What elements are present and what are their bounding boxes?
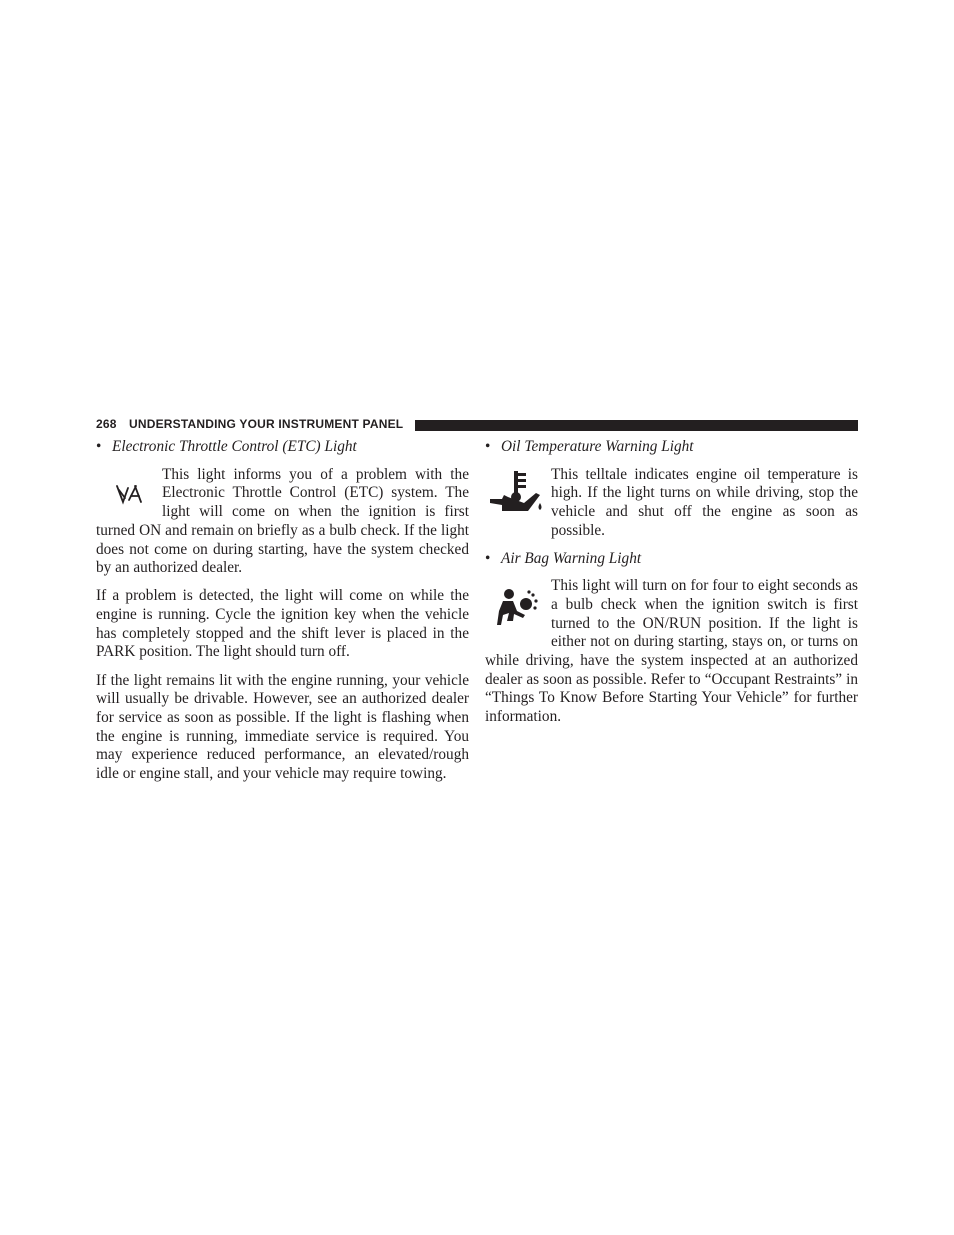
air-bag-heading <box>485 550 858 569</box>
oil-temp-heading-text: Oil Temperature Warning Light <box>501 438 694 455</box>
etc-paragraph-1: This light informs you of a problem with the Electronic Throttle Control (ETC) system. The light will come on when the ignition is first turned ON and remain on briefly as a bulb check. If the light does not come on during starting, have the system checked by an authorized dealer. <box>96 465 469 577</box>
oil-temp-paragraph: This telltale indicates engine oil temperature is high. If the light turns on while driving, stop the vehicle and shut off the engine as soon as possible. <box>551 465 858 539</box>
oil-temp-heading <box>485 438 858 457</box>
air-bag-paragraph: This light will turn on for four to eight seconds as a bulb check when the ignition switch is first turned to the ON/RUN position. If the light is either not on during starting, stays on, or turns on while driving, have the system inspected at an authorized dealer as soon as possible. Refer to “Occupant Restraints” in “Things To Know Before Starting Your Vehicle” for further information. <box>485 577 858 726</box>
oil-temp-section <box>485 466 858 541</box>
bullet: • <box>485 549 491 567</box>
etc-heading <box>96 438 469 457</box>
etc-paragraph-2: If a problem is detected, the light will come on while the engine is running. Cycle the ignition key when the vehicle has completely stopped and the shift lever is placed in the PARK position. The light should turn off. <box>96 587 469 661</box>
bullet: • <box>485 438 491 455</box>
air-bag-heading-text: Air Bag Warning Light <box>501 549 642 567</box>
etc-throttle-icon <box>96 466 160 522</box>
right-column <box>485 438 858 727</box>
left-column <box>96 438 469 784</box>
air-bag-section <box>485 577 858 727</box>
page-number: 268 <box>96 417 117 431</box>
page-header <box>96 416 858 434</box>
etc-heading-text: Electronic Throttle Control (ETC) Light <box>112 438 357 455</box>
section-title: UNDERSTANDING YOUR INSTRUMENT PANEL <box>129 417 404 431</box>
bullet: • <box>96 438 102 455</box>
header-rule-bar <box>415 420 858 431</box>
air-bag-icon <box>485 577 549 637</box>
etc-paragraph-3: If the light remains lit with the engine running, your vehicle will usually be drivable. However, see an authorized dealer for service as soon as possible. If the light is flashing when the engine is running, immediate service is required. You may experience reduced performance, an elevated/rough idle or engine stall, and your vehicle may require towing. <box>96 671 469 783</box>
oil-temperature-icon <box>485 466 549 524</box>
etc-section <box>96 466 469 578</box>
